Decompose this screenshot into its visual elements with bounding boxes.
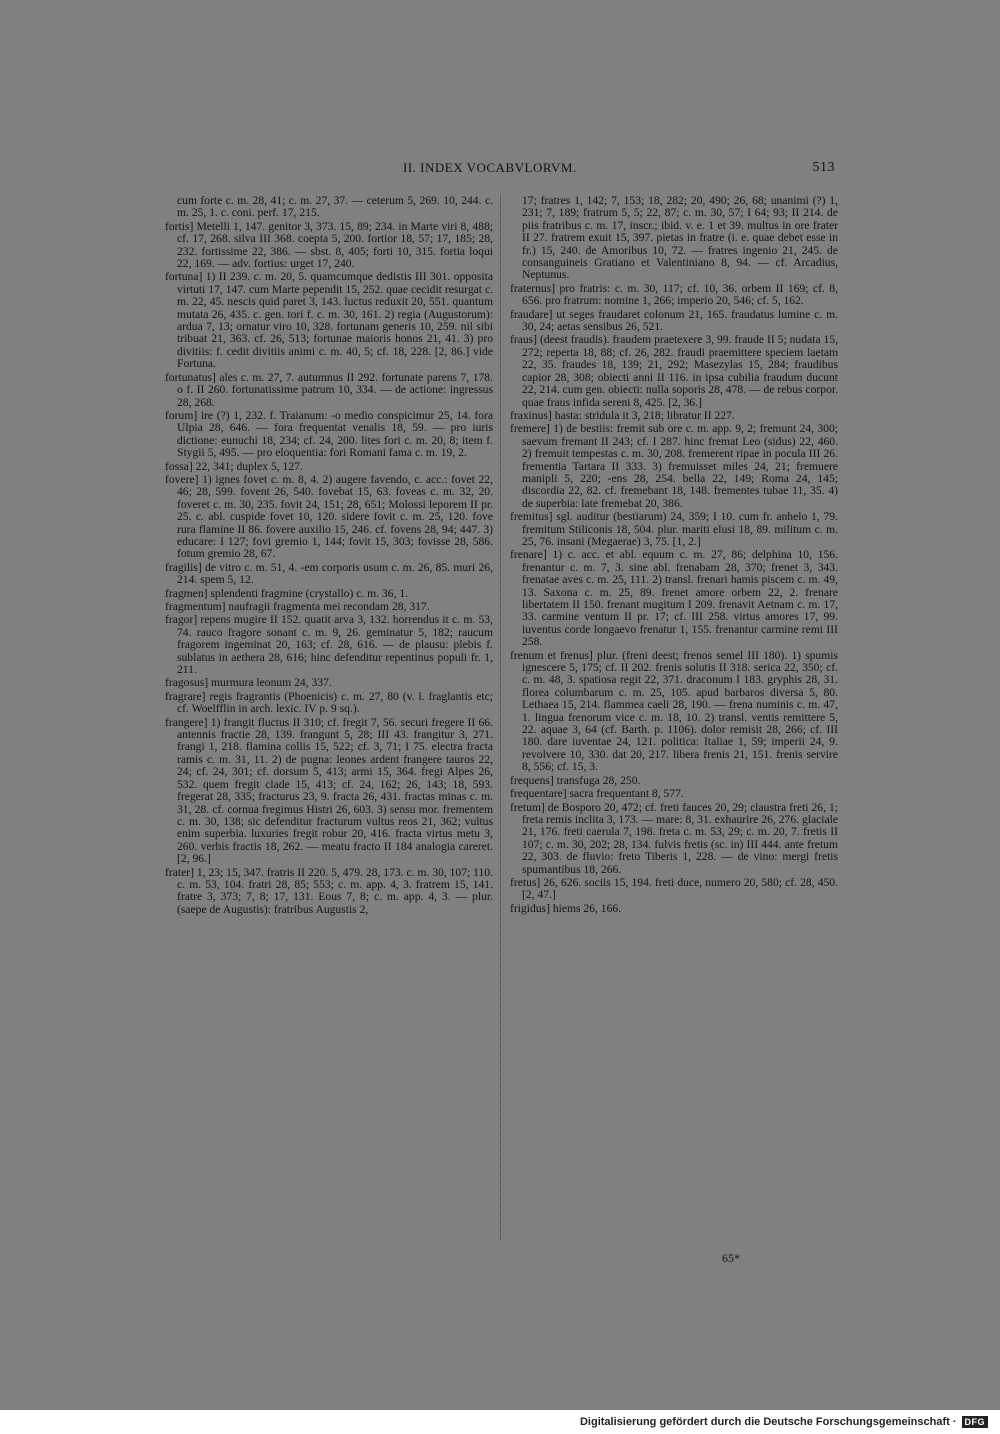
index-entry: fraternus] pro fratris: c. m. 30, 117; cf. 10, 36. orbem II 169; cf. 8, 656. pro fratrum: nomine 1, 266; imperio 20, 546; cf. 5, 162. xyxy=(510,281,838,308)
index-entry: fossa] 22, 341; duplex 5, 127. xyxy=(165,459,303,473)
index-entry: frenum et frenus] plur. (freni deest; frenos semel III 180). 1) spumis ignescere 5, 175; cf. II 202. frenis solutis II 318. serica 22, 350; cf. c. m. 48, 3. spatiosa regit 22, 371. draconum I 183. gryphis 28, 31. florea columbarum c. m. 25, 105. apud barbaros diversa 5, 80. Lethaea 15, 214. flammea caeli 28, 190. — frena numinis c. m. 47, 1. lingua frenorum vice c. m. 18, 10. 2) transl. ventis remittere 5, 22. aquae 3, 64 (cf. Barth. p. 1106). dolor remisit 28, 266; cf. III 180. dare iuventae 24, 121. politica: Italiae 1, 59; imperii 24, 9. revolvere 10, 330. dat 20, 217. libera frenis 21, 151. frenis servire 8, 556; cf. 15, 3. xyxy=(510,648,838,774)
index-entry: fretus] 26, 626. sociis 15, 194. freti duce, numero 20, 580; cf. 28, 450. [2, 47.] xyxy=(510,875,838,902)
signature-mark: 65* xyxy=(722,1251,740,1265)
index-entry: fragrare] regis fragrantis (Phoenicis) c. m. 27, 80 (v. l. fraglantis etc; cf. Woelfflin in arch. lexic. IV p. 9 sq.). xyxy=(165,689,493,716)
index-entry: fovere] 1) ignes fovet c. m. 8, 4. 2) augere favendo, c. acc.: fovet 22, 46; 28, 599. fovent 26, 540. fovebat 15, 63. foveas c. m. 32, 20. foveret c. m. 30, 235. fovit 24, 151; 28, 651; Molossi leporem II pr. 25. c. abl. cuspide fovet 10, 120. sidere fovit c. m. 25, 120. fove rura flamine II 86. fovere auxilio 15, 246. cf. fovens 28, 94; 447. 3) educare: I 127; fovi gremio 1, 144; fovit 15, 303; fovisse 28, 586. fotum gremio 28, 67. xyxy=(165,472,493,561)
page-number: 513 xyxy=(812,160,835,175)
index-entry: fortis] Metelli 1, 147. genitor 3, 373. 15, 89; 234. in Marte viri 8, 488; cf. 17, 268. silva III 368. coepta 5, 200. fortior 18, 57; 17, 185; 28, 232. fortissime 22, 386. — sbst. 8, 405; forti 10, 315. fortia loqui 22, 169. — adv. fortius: urget 17, 240. xyxy=(165,219,493,271)
index-entry: frangere] 1) frangit fluctus II 310; cf. fregit 7, 56. securi fregere II 66. antennis fractie 28, 139. frangunt 5, 28; III 43. frangitur 3, 271. frangi 1, 218. flamina collis 15, 522; cf. 3, 71; I 75. electra fracta ramis c. m. 31, 11. 2) de pugna: leones ardent frangere tauros 22, 24; cf. 24, 301; cf. dorsum 5, 413; armi 15, 364. fregi Alpes 26, 532. quem fregit clade 15, 413; cf. 24, 162; 26, 143; 18, 593. fregerat 28, 335; fracturus 23, 9. fracta 26, 431. fractas minas c. m. 31, 28. cf. cornua fregimus Histri 26, 603. 3) sensu mor. frementem c. m. 30, 138; sic defenditur fracturum vultus reos 21, 362; vultus enim superbia. luxuries fregit robur 20, 416. fracta virtus metu 3, 260. verbis fractis 18, 262. — meatu fracto II 184 analogia careret. [2, 96.] xyxy=(165,715,493,866)
index-entry: fraudare] ut seges fraudaret colonum 21, 165. fraudatus lumine c. m. 30, 24; aetas sensibus 26, 521. xyxy=(510,307,838,334)
index-entry: fraus] (deest fraudis). fraudem praetexere 3, 99. fraude II 5; nudata 15, 272; reperta 18, 88; cf. 26, 282. fraudi praemittere speciem laetam 22, 35. fraudes 18, 139; 21, 292; Masezylas 15, 284; fraudibus capior 28, 308; obiecti anni II 116. in ipsa cubilia fraudum ducunt 22, 214. cum gen. obiecti: nulla soporis 28, 478. — de rebus corpor. quae fraus infida sereni 8, 425. [2, 36.] xyxy=(510,333,838,409)
index-entry: cum forte c. m. 28, 41; c. m. 27, 37. — ceterum 5, 269. 10, 244. c. m. 25, 1. c. coni. perf. 17, 215. xyxy=(177,194,493,220)
index-entry: fraxinus] hasta: stridula it 3, 218; libratur II 227. xyxy=(510,408,735,422)
index-entry: fremitus] sgl. auditur (bestiarum) 24, 359; I 10. cum fr. anhelo 1, 79. fremitum Stiliconis 18, 504. plur. mariti elusi 18, 89. militum c. m. 25, 76. insani (Megaerae) 3, 75. [1, 2.] xyxy=(510,510,838,548)
index-entry: fragosus] murmura leonum 24, 337. xyxy=(165,676,332,690)
index-entry: frigidus] hiems 26, 166. xyxy=(510,901,622,915)
column-separator xyxy=(500,195,501,1240)
index-entry: fragor] repens mugire II 152. quatit arva 3, 132. horrendus it c. m. 53, 74. rauco fragore sonant c. m. 9, 26. geminatur 5, 182; raucum fragorem ingeminat 20, 163; cf. 28, 616. — de plausu: plebis f. sublatus in aethera 28, 616; hinc defenditur repentinus populi fr. 1, 211. xyxy=(165,613,493,677)
index-entry: 17; fratres 1, 142; 7, 153; 18, 282; 20, 490; 26, 68; unanimi (?) 1, 231; 7, 189; fratrum 5, 5; 22, 87; c. m. 30, 57; I 64; 93; II 214. de piis fratribus c. m. 17, inscr.; ibid. v. e. 1 et 39. multus in ore frater II 27. fratrem exuit 15, 397. pietas in fratre (i. e. quae debet esse in fr.) 15, 240. de Amoribus 10, 72. — fratres ingenio 21, 245. de consanguineis Gratiano et Valentiniano 8, 94. — cf. Arcadius, Neptunus. xyxy=(522,194,838,282)
digitization-footer xyxy=(580,1414,988,1430)
index-entry: fortuna] 1) II 239. c. m. 20, 5. quamcumque dedistis III 301. opposita virtuti 17, 147. cum Marte pependit 15, 252. quae cecidit resurgat c. m. 22, 45. nescis quid paret 3, 143. luctus reduxit 20, 551. quantum mutata 26, 435. c. gen. tori f. c. m. 30, 161. 2) regia (Augustorum): ardua 7, 13; ornatur viro 10, 328. fortunam generis 10, 259. nil sibi tribuat 21, 363. cf. 26, 513; fortunae maioris honos 21, 41. 3) pro divitiis: f. cedit divitiis animi c. m. 40, 5; cf. 18, 228. [2, 86.] vide Fortuna. xyxy=(165,270,493,371)
left-column xyxy=(165,195,493,917)
index-entry: frater] 1, 23; 15, 347. fratris II 220. 5, 479. 28, 173. c. m. 30, 107; 110. c. m. 53, 104. fratri 28, 85; 553; c. m. app. 4, 3. fratrem 15, 141. fratre 3, 373; 7, 8; 17, 131. Eous 7, 8; c. m. app. 4, 3. — plur. (saepe de Augustis): fratribus Augustis 2, xyxy=(165,865,494,916)
index-entry: forum] ire (?) 1, 232. f. Traianum: -o medio conspicimur 25, 14. fora Ulpia 28, 646. — fora frequentat venalis 18, 59. — pro iuris dictione: eunuchi 18, 234; cf. 24, 200. lites fori c. m. 20, 8; item f. Stygii 5, 495. — pro eloquentia: fori Romani fama c. m. 19, 2. xyxy=(165,408,493,460)
index-entry: fremere] 1) de bestiis: fremit sub ore c. m. app. 9, 2; fremunt 24, 300; saevum fremant II 243; cf. I 287. hinc fremat Leo (sidus) 22, 460. 2) fremuit tempestas c. m. 30, 208. fremerent ripae in pocula III 26. frementia Tartara II 333. 3) fremuisset miles 24, 21; fremuere manipli 5, 220; -ens 28, 254. bella 22, 149; Roma 24, 145; discordia 22, 82. cf. fremebant 18, 148. frementes tubae 11, 35. 4) de superbia: late fremebat 20, 386. xyxy=(510,422,838,510)
index-entry: fortunatus] ales c. m. 27, 7. autumnus II 292. fortunate parens 7, 178. o f. II 260. fortunatissime patrum 10, 334. — de actione: ingressus 28, 268. xyxy=(165,370,493,409)
header-title: II. INDEX VOCABVLORVM. xyxy=(403,160,577,175)
running-header xyxy=(165,160,835,182)
right-column xyxy=(510,195,838,916)
footer-text: Digitalisierung gefördert durch die Deutsche Forschungsgemeinschaft · xyxy=(579,1416,957,1428)
index-entry: frenare] 1) c. acc. et abl. equum c. m. 27, 86; delphina 10, 156. frenantur c. m. 7, 3. sine abl. frenabam 28, 370; frenet 3, 343. frenatae aves c. m. 25, 111. 2) transl. frenari hamis piscem c. m. 49, 13. Saxona c. m. 25, 89. frenet amore orbem 22, 2. frenare libertatem II 150. frenant mugitum I 209. frenavit Aetnam c. m. 17, 33. carmine ventum II pr. 17; cf. III 258. virtus amores 17, 99. iuventus corde longaevo frenatur 1, 155. frenantur carmine remi III 258. xyxy=(510,548,838,649)
dfg-logo: DFG xyxy=(962,1416,989,1428)
index-entry: frequens] transfuga 28, 250. xyxy=(510,773,641,787)
index-entry: fragmentum] naufragii fragmenta mei recondam 28, 317. xyxy=(165,600,430,613)
index-entry: frequentare] sacra frequentant 8, 577. xyxy=(510,787,684,801)
index-entry: fragilis] de vitro c. m. 51, 4. -em corporis usum c. m. 26, 85. muri 26, 214. spem 5, 12. xyxy=(165,560,493,587)
index-entry: fretum] de Bosporo 20, 472; cf. freti fauces 20, 29; claustra freti 26, 1; freta remis inclita 3, 173. — mare: 8, 31. exhaurire 26, 276. glaciale 21, 176. freti caerula 7, 198. freta c. m. 53, 29; c. m. 20, 7. fretis II 107; c. m. 30, 202; 28, 134. fulvis fretis (sc. in) III 444. ante fretum 22, 303. de fluvio: freto Tiberis 1, 228. — de vino: mergi fretis spumantibus 18, 266. xyxy=(510,800,838,876)
index-entry: fragmen] splendenti fragmine (crystallo) c. m. 36, 1. xyxy=(165,586,409,600)
